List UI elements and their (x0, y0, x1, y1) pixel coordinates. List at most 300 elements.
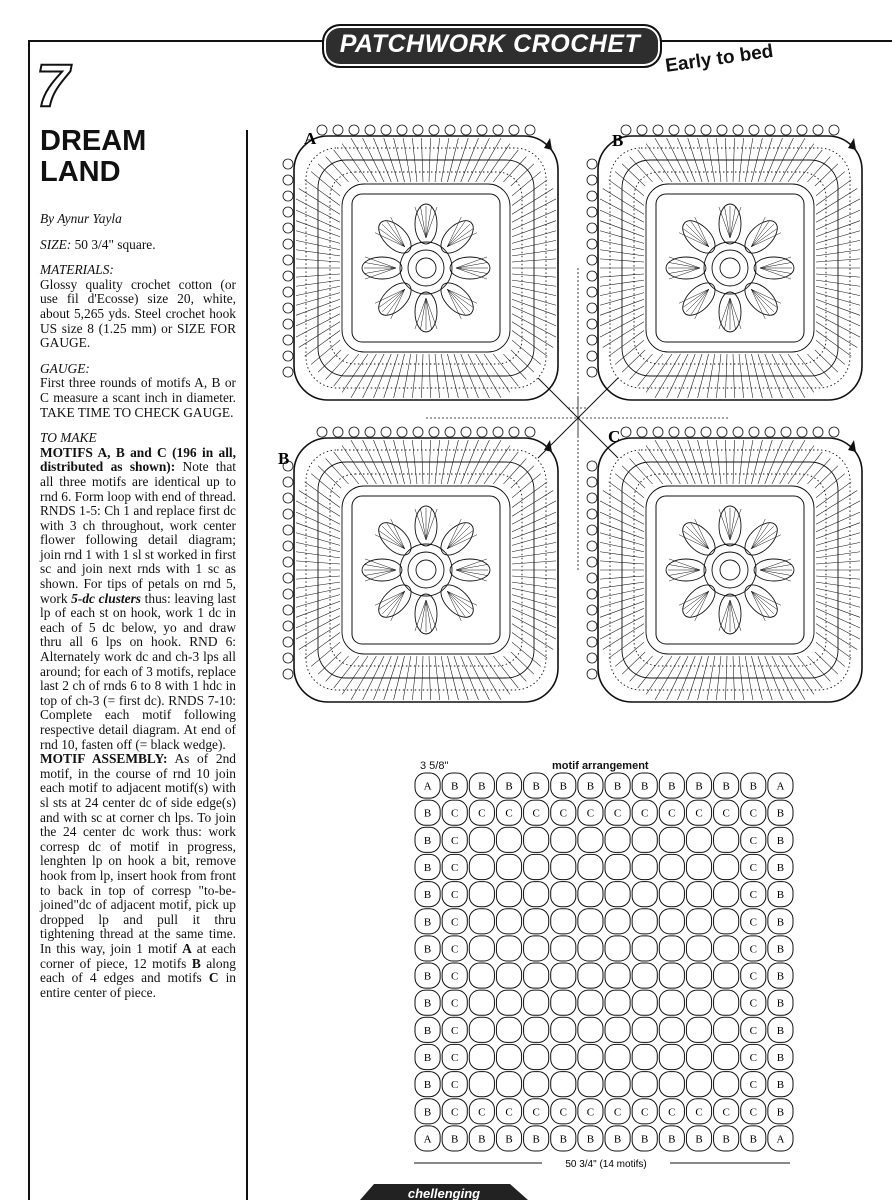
arrangement-cell (551, 882, 576, 907)
size-label: SIZE: (40, 236, 72, 252)
arrangement-cell (469, 854, 494, 879)
undefined (318, 462, 534, 678)
undefined (429, 427, 439, 437)
motifs-text-1: Note that all three motifs are identical up to rnd 6. Form loop with end of thread. RNDS 1-5: Ch 1 and replace first dc with 3 ch throughout, work center flower following detail diagram; join rnd 1 with 1 sl st worked in first sc and join next rnds with 1 sc as shown. For tips of petals on rnd 5, work (40, 459, 237, 606)
undefined (426, 600, 432, 632)
undefined (788, 446, 814, 484)
undefined (638, 656, 663, 688)
undefined (283, 239, 293, 249)
arrangement-cell-label: B (423, 1079, 432, 1092)
undefined (587, 255, 597, 265)
arrangement-cell-outline (551, 909, 576, 934)
gauge-section (40, 362, 236, 420)
arrangement-cell-outline (714, 854, 739, 879)
arrangement-cell-outline (714, 827, 739, 852)
arrangement-cell (551, 936, 576, 961)
undefined (587, 637, 597, 647)
arrangement-cell (442, 882, 467, 907)
arrangement-cell-outline (524, 936, 549, 961)
assembly-heading: MOTIF ASSEMBLY: (40, 751, 168, 767)
arrangement-cell (578, 990, 603, 1015)
arrangement-cell-outline (686, 1072, 711, 1097)
arrangement-cell (741, 773, 766, 798)
assembly-text-3: along each of 4 edges and motifs (40, 955, 236, 986)
arrangement-cell-label: B (423, 889, 432, 902)
arrangement-cell (714, 827, 739, 852)
arrangement-cell (605, 909, 630, 934)
arrangement-cell (496, 882, 521, 907)
undefined (829, 427, 839, 437)
arrangement-cell (551, 773, 576, 798)
arrangement-cell-outline (632, 909, 657, 934)
undefined (447, 591, 473, 610)
undefined (751, 591, 765, 621)
arrangement-cell-outline (524, 1017, 549, 1042)
arrangement-cell-label: C (722, 1106, 730, 1119)
arrangement-cell-outline (605, 1072, 630, 1097)
undefined (724, 298, 730, 330)
arrangement-cell-outline (632, 827, 657, 852)
undefined (349, 427, 359, 437)
arrangement-cell (551, 909, 576, 934)
arrangement-cell (415, 1099, 440, 1124)
arrangement-cell-label: C (749, 807, 757, 820)
arrangement-cell-label: B (776, 1052, 785, 1064)
undefined (311, 340, 340, 364)
undefined (622, 160, 838, 376)
arrangement-cell (415, 1072, 440, 1097)
arrangement-cell (605, 800, 630, 825)
arrangement-cell (415, 1017, 440, 1042)
undefined (720, 258, 740, 278)
arrangement-cell-label: C (749, 1052, 757, 1064)
undefined (305, 632, 340, 658)
arrangement-cell (578, 1072, 603, 1097)
arrangement-cell-label: B (776, 1106, 785, 1119)
arrangement-cell-label: C (505, 807, 513, 820)
undefined (749, 125, 759, 135)
arrangement-cell (714, 1017, 739, 1042)
undefined (701, 427, 711, 437)
arrangement-cell (524, 1072, 549, 1097)
undefined (283, 653, 293, 663)
undefined (668, 564, 700, 570)
arrangement-cell-outline (714, 882, 739, 907)
arrangement-cell (686, 773, 711, 798)
arrangement-cell (632, 1044, 657, 1069)
undefined (484, 354, 510, 392)
arrangement-cell-outline (659, 854, 684, 879)
arrangement-cell (605, 882, 630, 907)
undefined (685, 125, 695, 135)
arrangement-cell (632, 854, 657, 879)
arrangement-cell (768, 854, 793, 879)
arrangement-cell-label: C (749, 862, 757, 874)
undefined (333, 125, 343, 135)
undefined (788, 144, 814, 182)
arrangement-cell (659, 800, 684, 825)
arrangement-cell-label: C (749, 1079, 757, 1092)
undefined (587, 541, 597, 551)
undefined (797, 452, 822, 484)
undefined (334, 354, 359, 386)
undefined (701, 125, 711, 135)
undefined (447, 519, 461, 549)
undefined (634, 474, 826, 666)
arrangement-cell (659, 909, 684, 934)
arrangement-cell-label: C (586, 1106, 595, 1119)
arrangement-cell (578, 909, 603, 934)
undefined (447, 289, 461, 319)
arrangement-cell (578, 1099, 603, 1124)
arrangement-cell (442, 827, 467, 852)
undefined (493, 656, 518, 688)
arrangement-cell (469, 882, 494, 907)
arrangement-cell (578, 800, 603, 825)
undefined (342, 144, 368, 182)
arrangement-cell-outline (551, 936, 576, 961)
arrangement-cell-label: A (423, 1133, 432, 1146)
arrangement-cell (741, 1017, 766, 1042)
arrangement-cell-label: C (749, 889, 757, 902)
arrangement-cell (442, 800, 467, 825)
undefined (381, 125, 391, 135)
arrangement-cell (524, 1017, 549, 1042)
arrangement-cell-label: A (776, 1133, 785, 1146)
arrangement-cell (469, 773, 494, 798)
undefined (587, 589, 597, 599)
undefined (751, 591, 770, 617)
undefined (646, 446, 672, 484)
arrangement-cell-outline (714, 936, 739, 961)
undefined (512, 180, 547, 206)
arrangement-cell (741, 1126, 766, 1151)
arrangement-cell-label: A (776, 780, 785, 793)
undefined (797, 427, 807, 437)
arrangement-cell-outline (551, 963, 576, 988)
undefined (717, 125, 727, 135)
arrangement-cell (578, 773, 603, 798)
arrangement-cell-outline (659, 882, 684, 907)
arrangement-cell-outline (469, 854, 494, 879)
arrangement-cell (632, 909, 657, 934)
undefined (724, 508, 730, 540)
arrangement-cell (578, 1017, 603, 1042)
undefined (493, 150, 518, 182)
arrangement-cell-label: C (695, 807, 703, 820)
undefined (587, 303, 597, 313)
undefined (512, 172, 541, 196)
undefined (283, 477, 293, 487)
undefined (283, 509, 293, 519)
undefined (609, 180, 644, 206)
undefined (668, 570, 700, 576)
undefined (751, 289, 770, 315)
assembly-motif-b: B (191, 955, 201, 971)
arrangement-cell-outline (469, 909, 494, 934)
arrangement-cell-outline (632, 1044, 657, 1069)
undefined (305, 330, 340, 356)
arrangement-cell (714, 1099, 739, 1124)
arrangement-cell-outline (578, 854, 603, 879)
arrangement-cell (741, 936, 766, 961)
undefined (299, 189, 340, 215)
arrangement-cell-outline (578, 1072, 603, 1097)
arrangement-cell (714, 1044, 739, 1069)
arrangement-cell (524, 1099, 549, 1124)
undefined (512, 642, 541, 666)
motifs-text-2: thus: leaving last lp of each st on hook, work 1 dc in each of 5 dc below, yo and draw thru all 6 lps on hook. RND 6: Alternately work dc and ch-3 lps all around; for each of 3 motifs, replace last 2 ch of rnds 6 to 8 with 1 hdc in top of ch-3 (= first dc). RNDS 7-10: Complete each motif following respective detail diagram. At end of rnd 10, fasten off (= black wedge). (40, 590, 236, 752)
arrangement-cell (496, 827, 521, 852)
undefined (751, 591, 777, 610)
arrangement-cell (442, 854, 467, 879)
arrangement-cell (659, 773, 684, 798)
arrangement-cell-label: C (722, 807, 730, 820)
arrangement-cell (469, 990, 494, 1015)
undefined (386, 289, 405, 315)
arrangement-cell-label: B (776, 997, 785, 1010)
arrangement-cell (415, 936, 440, 961)
undefined (456, 570, 488, 576)
undefined (477, 427, 487, 437)
arrangement-cell-label: C (451, 834, 459, 847)
undefined (408, 552, 444, 588)
undefined (283, 669, 293, 679)
arrangement-cell-outline (659, 936, 684, 961)
arrangement-cell-outline (632, 854, 657, 879)
undefined (318, 160, 534, 376)
undefined (816, 642, 845, 666)
arrangement-cell (686, 990, 711, 1015)
arrangement-cell-label: C (641, 1106, 649, 1119)
undefined (615, 474, 644, 498)
arrangement-cell-outline (578, 1017, 603, 1042)
undefined (365, 125, 375, 135)
undefined (653, 427, 663, 437)
size-line (40, 238, 236, 253)
undefined (690, 220, 709, 246)
motif-c-3 (587, 427, 862, 702)
arrangement-cell-label: C (613, 807, 622, 820)
undefined (365, 427, 375, 437)
undefined (283, 637, 293, 647)
arrangement-title: motif arrangement (552, 760, 649, 772)
motif-label-b-left: B (278, 449, 290, 468)
arrangement-cell-outline (714, 1044, 739, 1069)
undefined (447, 289, 466, 315)
arrangement-cell-label: B (613, 1133, 622, 1146)
undefined (587, 605, 597, 615)
arrangement-cell-label: C (505, 1106, 513, 1119)
arrangement-cell (768, 936, 793, 961)
column-border-right (246, 130, 248, 1200)
pattern-title-line2: LAND (40, 156, 121, 188)
arrangement-cell (659, 882, 684, 907)
undefined (717, 427, 727, 437)
arrangement-cell-outline (686, 963, 711, 988)
undefined (509, 125, 519, 135)
arrangement-cell-outline (714, 909, 739, 934)
undefined (283, 287, 293, 297)
arrangement-cell-label: B (749, 780, 757, 793)
arrangement-cell (714, 990, 739, 1015)
undefined (283, 573, 293, 583)
undefined (416, 560, 436, 580)
arrangement-cell (551, 1072, 576, 1097)
undefined (615, 340, 644, 364)
arrangement-cell-label: B (776, 834, 785, 847)
undefined (679, 591, 709, 605)
undefined (587, 509, 597, 519)
undefined (477, 125, 487, 135)
arrangement-cell-label: C (451, 970, 459, 983)
arrangement-cell (659, 1017, 684, 1042)
arrangement-cell (496, 1099, 521, 1124)
arrangement-cell-label: B (559, 780, 567, 793)
undefined (730, 508, 736, 540)
undefined (587, 621, 597, 631)
undefined (720, 560, 740, 580)
undefined (797, 125, 807, 135)
arrangement-cell-outline (686, 1017, 711, 1042)
undefined (609, 330, 644, 356)
arrangement-cell (496, 909, 521, 934)
arrangement-cell-label: C (749, 1106, 757, 1119)
arrangement-cell-outline (469, 1044, 494, 1069)
arrangement-cell-label: B (532, 1133, 540, 1146)
undefined (587, 207, 597, 217)
undefined (456, 268, 488, 274)
arrangement-cell (442, 1099, 467, 1124)
arrangement-cell-label: C (749, 943, 757, 956)
undefined (751, 228, 777, 247)
undefined (447, 220, 466, 246)
undefined (751, 217, 765, 247)
undefined (429, 125, 439, 135)
arrangement-cell-outline (496, 963, 521, 988)
undefined (637, 125, 647, 135)
arrangement-cell-label: B (668, 780, 676, 793)
undefined (781, 427, 791, 437)
arrangement-cell (686, 909, 711, 934)
arrangement-cell (442, 909, 467, 934)
pattern-title (40, 126, 240, 188)
arrangement-cell-label: B (776, 943, 785, 956)
undefined (816, 482, 851, 508)
arrangement-cell (415, 990, 440, 1015)
arrangement-cell-outline (605, 936, 630, 961)
arrangement-cell-outline (551, 827, 576, 852)
gauge-text: First three rounds of motifs A, B or C measure a scant inch in diameter. TAKE TIME TO CHECK GAUGE. (40, 375, 236, 420)
undefined (375, 535, 405, 549)
undefined (587, 669, 597, 679)
undefined (712, 250, 748, 286)
undefined (342, 354, 368, 392)
arrangement-cell-outline (605, 854, 630, 879)
arrangement-cell (605, 773, 630, 798)
undefined (587, 319, 597, 329)
undefined (484, 144, 510, 182)
assembly-text-4: in entire center of piece. (40, 970, 236, 1000)
arrangement-cell-outline (659, 990, 684, 1015)
arrangement-cell (605, 1044, 630, 1069)
assembly-motif-c: C (208, 970, 219, 986)
undefined (751, 289, 781, 303)
arrangement-cell-label: C (749, 916, 757, 929)
undefined (646, 144, 672, 182)
arrangement-cell (469, 936, 494, 961)
arrangement-cell-label: B (722, 1133, 730, 1146)
arrangement-cell (415, 909, 440, 934)
arrangement-cell (605, 936, 630, 961)
arrangement-cell-outline (578, 827, 603, 852)
arrangement-cell-label: C (451, 1052, 459, 1064)
arrangement-cell (496, 854, 521, 879)
arrangement-cell-outline (524, 1072, 549, 1097)
arrangement-cell-label: C (451, 889, 459, 902)
arrangement-cell-label: B (423, 943, 432, 956)
undefined (788, 656, 814, 694)
undefined (829, 125, 839, 135)
undefined (283, 351, 293, 361)
arrangement-cell-label: B (776, 916, 785, 929)
arrangement-cell-outline (524, 990, 549, 1015)
undefined (391, 519, 405, 549)
arrangement-cell (741, 990, 766, 1015)
undefined (587, 525, 597, 535)
arrangement-cell (768, 1126, 793, 1151)
undefined (730, 206, 736, 238)
arrangement-cell-outline (469, 1072, 494, 1097)
arrangement-cell-label: B (776, 807, 785, 820)
undefined (751, 289, 777, 308)
undefined (391, 591, 405, 621)
motif-b-2 (283, 427, 558, 702)
undefined (816, 340, 845, 364)
undefined (760, 262, 792, 268)
undefined (797, 150, 822, 182)
undefined (587, 191, 597, 201)
undefined (682, 591, 708, 610)
undefined (330, 172, 522, 364)
arrangement-cell-outline (496, 827, 521, 852)
undefined (813, 125, 823, 135)
undefined (637, 427, 647, 437)
arrangement-cell (578, 1044, 603, 1069)
undefined (730, 298, 736, 330)
arrangement-cell-label: C (451, 1106, 459, 1119)
arrangement-cell (605, 827, 630, 852)
arrangement-cell (605, 854, 630, 879)
undefined (447, 289, 473, 308)
arrangement-cell (605, 1126, 630, 1151)
arrangement-cell-label: B (668, 1133, 676, 1146)
undefined (587, 493, 597, 503)
undefined (283, 271, 293, 281)
motif-label-a: A (304, 129, 317, 148)
undefined (461, 427, 471, 437)
undefined (283, 319, 293, 329)
arrangement-cell-label: B (776, 1024, 785, 1037)
motif-a-0 (283, 125, 558, 400)
undefined (283, 605, 293, 615)
arrangement-cell-label: B (423, 1106, 432, 1119)
arrangement-cell (768, 1072, 793, 1097)
arrangement-cell-outline (659, 1017, 684, 1042)
to-make-heading: TO MAKE (40, 430, 97, 446)
arrangement-cell-outline (551, 1017, 576, 1042)
arrangement-width-label: 50 3/4" (14 motifs) (565, 1159, 647, 1170)
